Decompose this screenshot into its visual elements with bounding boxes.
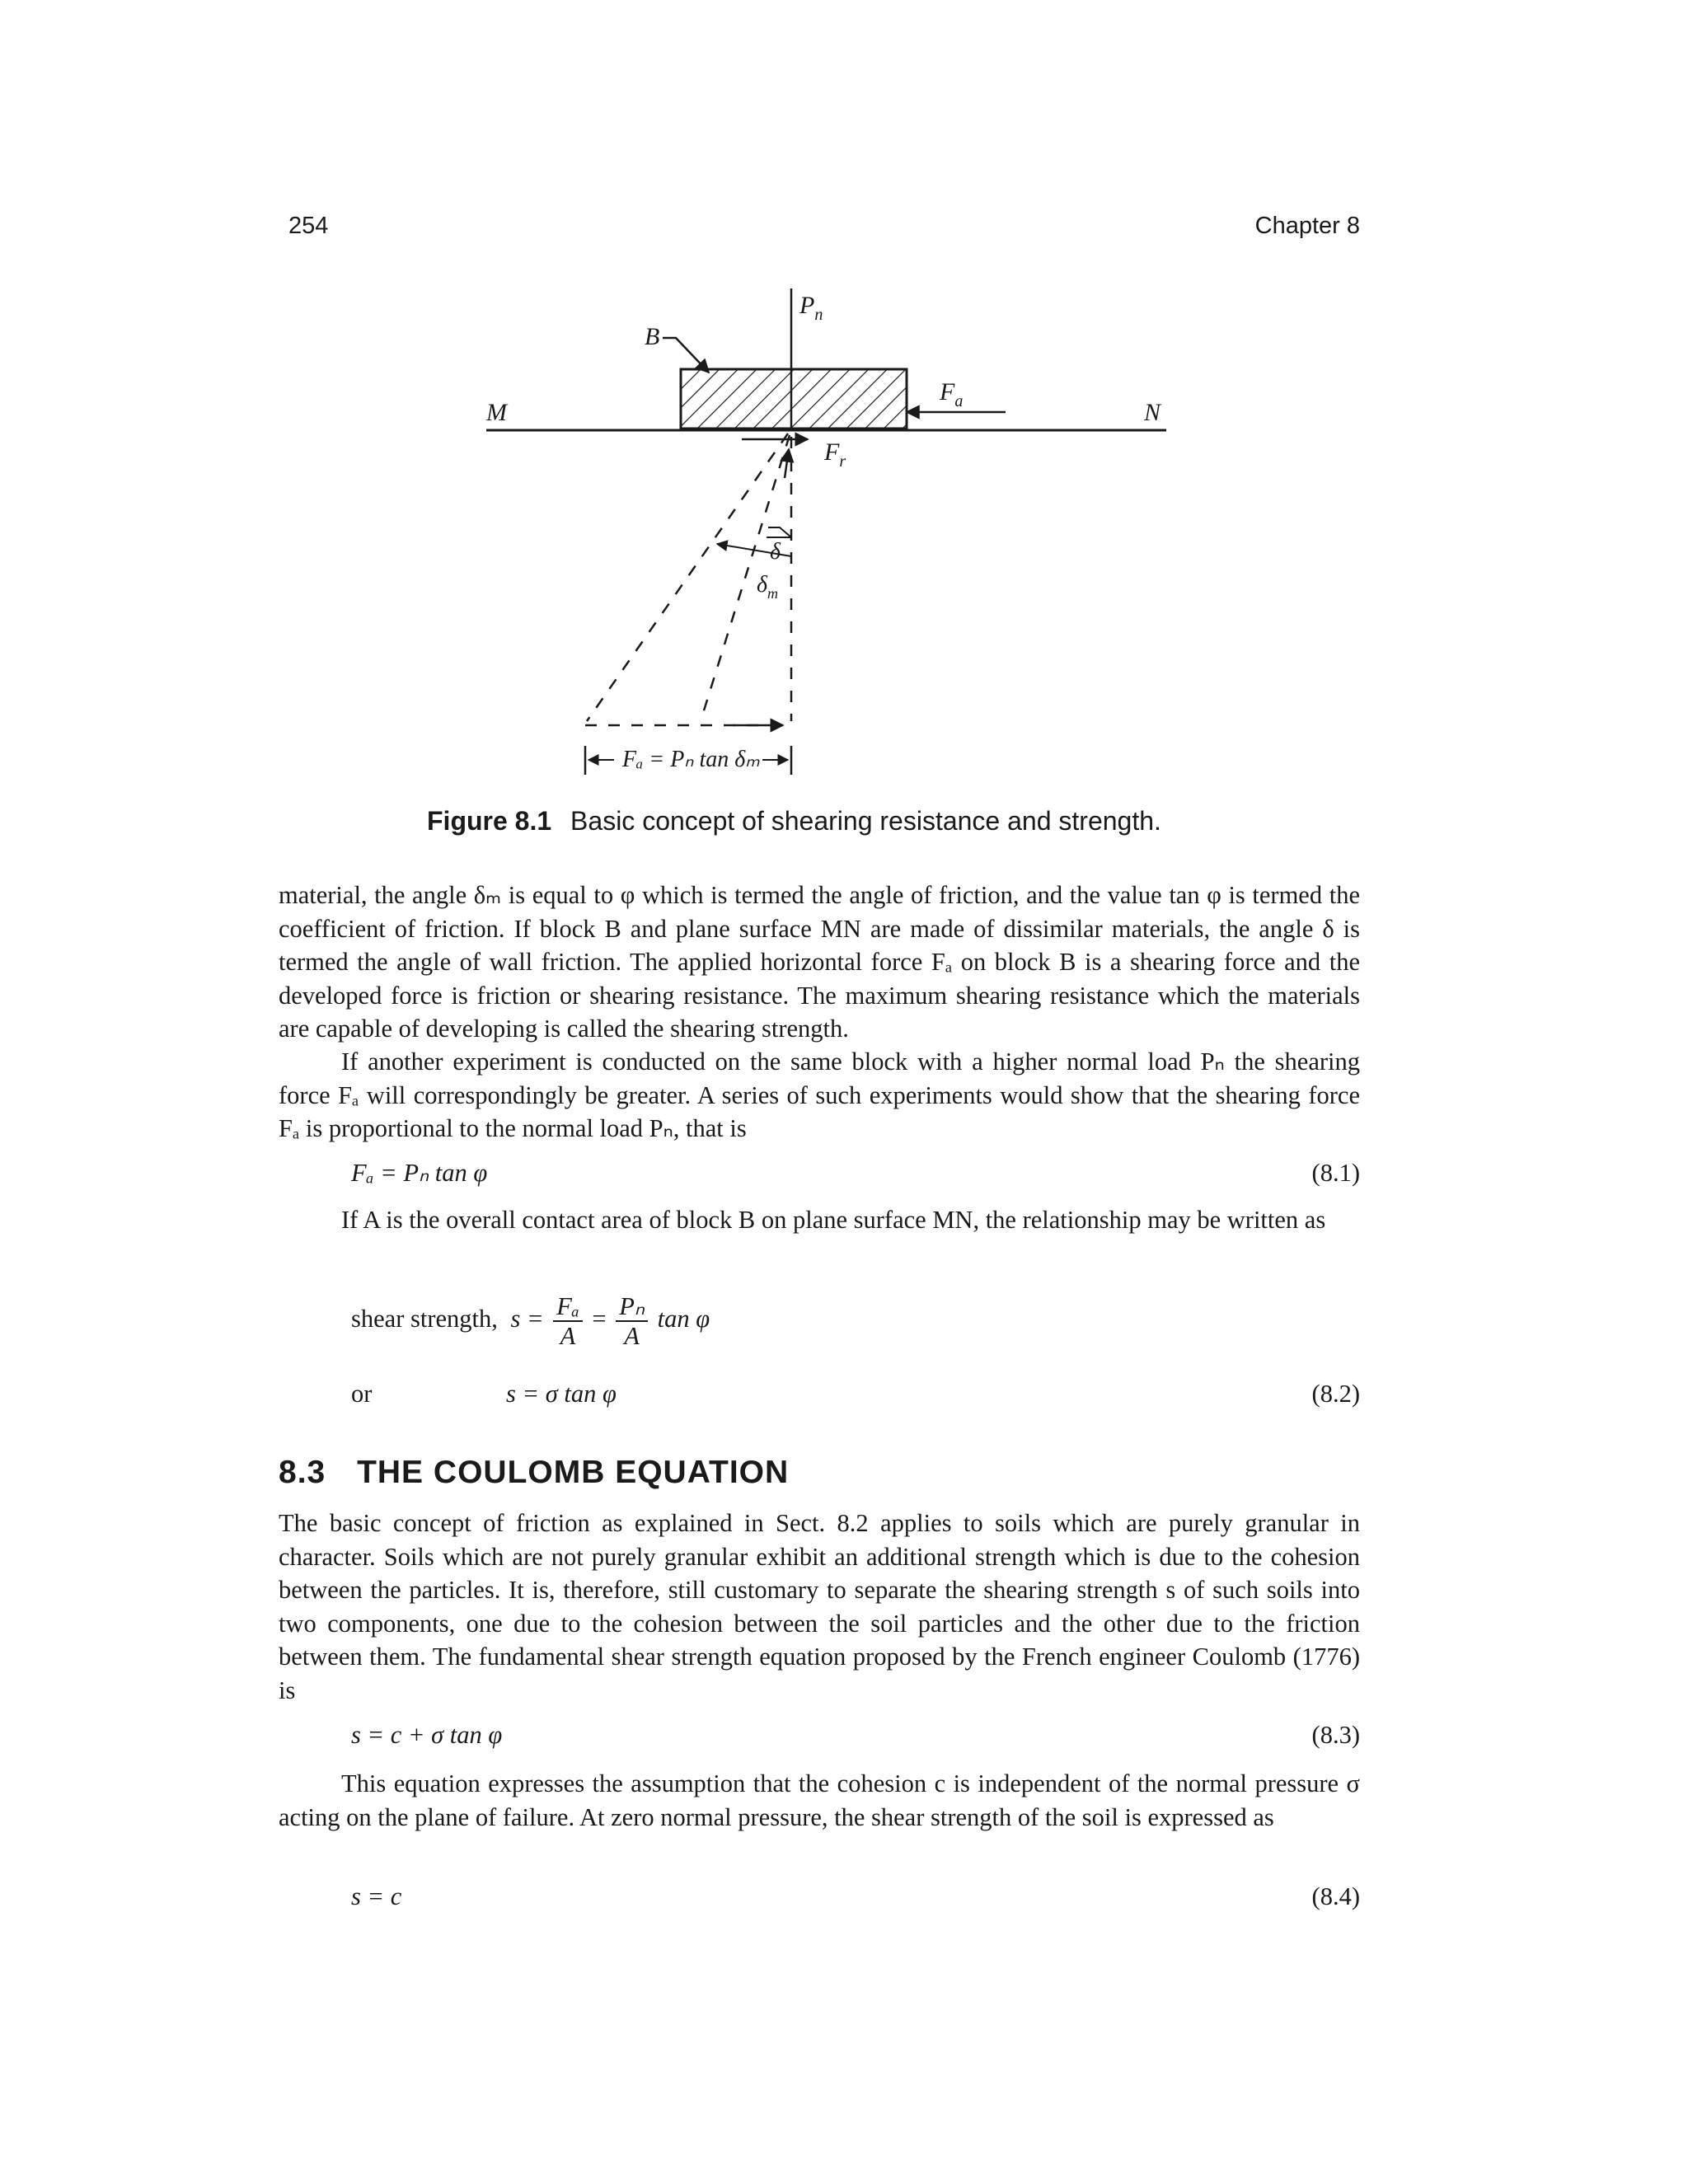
label-fa: $F_a$: [940, 378, 964, 410]
label-n: N: [1144, 399, 1161, 426]
paragraph-3: If A is the overall contact area of block B on plane surface MN, the relationship may be written as: [341, 1206, 1326, 1234]
paragraph-1: material, the angle δₘ is equal to φ which is termed the angle of friction, and the value tan φ is termed the coefficient of friction. If block B and plane surface MN are made of dissimilar materials, the angle δ is termed the angle of wall friction. The applied horizontal force Fₐ on block B is a shearing force and the developed force is friction or shearing resistance. The maximum shearing resistance which the materials are capable of developing is called the shearing strength.: [279, 881, 1360, 1043]
resultant-arrow: [785, 449, 789, 478]
section-number: 8.3: [279, 1455, 326, 1490]
label-fr: $F_r$: [824, 438, 846, 471]
figure-caption-label: Figure 8.1: [427, 806, 552, 836]
equation-number-8-1: (8.1): [1311, 1159, 1360, 1187]
fraction-fa-numerator: Fₐ: [553, 1292, 583, 1322]
equation-8-2a-tail: tan φ: [657, 1305, 710, 1333]
equation-8-2b-or: or: [351, 1380, 373, 1408]
equation-8-3: s = c + σ tan φ: [351, 1721, 503, 1749]
figure-8-1-diagram: [462, 272, 1203, 832]
section-title: THE COULOMB EQUATION: [357, 1455, 790, 1490]
block-b: [681, 369, 907, 429]
paragraph-5: This equation expresses the assumption that the cohesion c is independent of the normal pressure σ acting on the plane of failure. At zero normal pressure, the shear strength of the soil is expressed as: [279, 1769, 1360, 1831]
equation-8-4: s = c: [351, 1882, 402, 1910]
fraction-pn-numerator: Pₙ: [616, 1292, 648, 1322]
equation-8-2a-label: shear strength,: [351, 1305, 498, 1333]
paragraph-2: If another experiment is conducted on the same block with a higher normal load Pₙ the shearing force Fₐ will correspondingly be greater. A series of such experiments would show that the shearing force Fₐ is proportional to the normal load Pₙ, that is: [279, 1047, 1360, 1142]
equation-number-8-3: (8.3): [1311, 1721, 1360, 1749]
equation-8-2b: s = σ tan φ: [506, 1380, 617, 1408]
section-heading: [279, 1455, 789, 1491]
fraction-fa-denominator: A: [560, 1322, 576, 1350]
fraction-fa-over-a: [553, 1292, 583, 1350]
equation-8-2a: [351, 1292, 710, 1350]
page-number: 254: [288, 213, 329, 239]
equation-8-2a-s: s =: [510, 1305, 544, 1333]
fraction-pn-over-a: [616, 1292, 648, 1350]
block-label-pointer: [663, 338, 709, 373]
equation-number-8-4: (8.4): [1311, 1882, 1360, 1910]
label-delta-m: $\delta_m$: [757, 572, 779, 602]
running-head: Chapter 8: [1254, 213, 1360, 239]
equation-8-2a-equals: =: [592, 1305, 607, 1333]
equation-number-8-2: (8.2): [1311, 1380, 1360, 1408]
delta-dashed-line: [701, 435, 790, 721]
delta-angle-marker: [768, 527, 791, 537]
label-bottom-formula: Fₐ = Pₙ tan δₘ: [622, 747, 760, 772]
fraction-pn-denominator: A: [624, 1322, 640, 1350]
equation-8-1: Fₐ = Pₙ tan φ: [351, 1159, 488, 1187]
figure-caption-text: Basic concept of shearing resistance and strength.: [570, 806, 1161, 836]
figure-caption: [427, 806, 1161, 837]
label-delta: δ: [770, 539, 781, 565]
label-pn: $P_n$: [799, 292, 823, 324]
label-m: M: [486, 399, 507, 426]
paragraph-4: The basic concept of friction as explained in Sect. 8.2 applies to soils which are purely granular in character. Soils which are not purely granular exhibit an additional strength which is due to the cohesion between the particles. It is, therefore, still customary to separate the shearing strength s of such soils into two components, one due to the cohesion between the soil particles and the other due to the friction between them. The fundamental shear strength equation proposed by the French engineer Coulomb (1776) is: [279, 1509, 1360, 1704]
label-b: B: [645, 323, 660, 350]
